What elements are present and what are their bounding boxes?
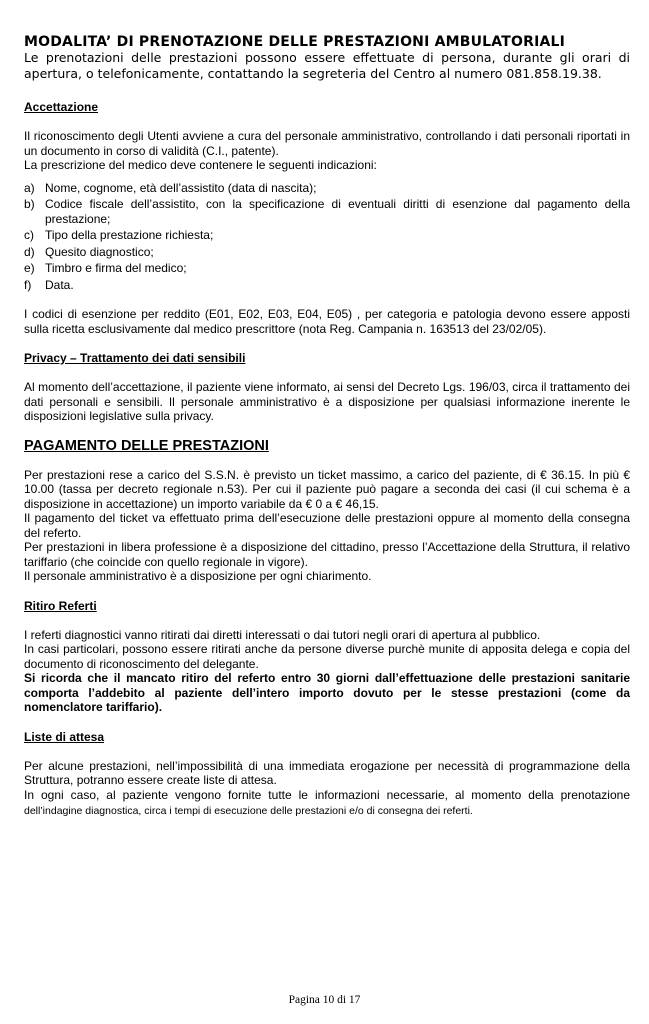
section-heading-accettazione: Accettazione: [24, 100, 99, 114]
pagamento-paragraph-2: Il pagamento del ticket va effettuato prima dell’esecuzione delle prestazioni oppure al momento della consegna del referto.: [24, 511, 630, 540]
document-page: [24, 34, 630, 819]
pagamento-paragraph-4: Il personale amministrativo è a disposizione per ogni chiarimento.: [24, 569, 372, 583]
ritiro-warning-paragraph: Si ricorda che il mancato ritiro del referto entro 30 giorni dall’effettuazione delle prestazioni sanitarie comporta l’addebito al paziente dell’intero importo dovuto per le stesse prestazioni (come da nomenclatore tariffario).: [24, 671, 630, 714]
esenzione-paragraph: I codici di esenzione per reddito (E01, E02, E03, E04, E05) , per categoria e patologia devono essere apposti sulla ricetta esclusivamente dal medico prescrittore (nota Reg. Campania n. 163513 del 23/02/05).: [24, 307, 630, 336]
page-number: Pagina 10 di 17: [288, 994, 361, 1006]
liste-paragraph-2: In ogni caso, al paziente vengono fornite tutte le informazioni necessarie, al momento della prenotazione dell’indagine diagnostica, circa i tempi di esecuzione delle prestazioni e/o di consegna dei referti.: [24, 787, 630, 817]
accettazione-paragraph-1: Il riconoscimento degli Utenti avviene a cura del personale amministrativo, controllando i dati personali riportati in un documento in corso di validità (C.I., patente).: [24, 129, 630, 158]
pagamento-paragraph-3: Per prestazioni in libera professione è a disposizione del cittadino, presso l’Accettazione della Struttura, il relativo tariffario (che coincide con quello regionale in vigore).: [24, 540, 630, 569]
list-item: c) Tipo della prestazione richiesta;: [24, 228, 214, 242]
list-item: e) Timbro e firma del medico;: [24, 261, 187, 275]
page-title: MODALITA’ DI PRENOTAZIONE DELLE PRESTAZIONI AMBULATORIALI: [24, 34, 566, 50]
liste-paragraph-1: Per alcune prestazioni, nell’impossibilità di una immediata erogazione per necessità di programmazione della Struttura, potranno essere create liste di attesa.: [24, 758, 630, 787]
list-item: f) Data.: [24, 277, 74, 292]
prescription-requirements-list: [24, 181, 630, 293]
privacy-paragraph: Al momento dell’accettazione, il paziente viene informato, ai sensi del Decreto Lgs. 196/03, circa il trattamento dei dati personali e sensibili. Il personale amministrativo è a disposizione per qualsiasi informazione inerente le disposizioni legislative sulla privacy.: [24, 380, 630, 423]
list-item: d) Quesito diagnostico;: [24, 244, 154, 259]
section-heading-pagamento: PAGAMENTO DELLE PRESTAZIONI: [24, 437, 269, 454]
section-heading-liste: Liste di attesa: [24, 729, 105, 744]
intro-paragraph: Le prenotazioni delle prestazioni possono essere effettuate di persona, durante gli orari di apertura, o telefonicamente, contattando la segreteria del Centro al numero 081.858.19.38.: [24, 50, 630, 81]
accettazione-paragraph-2: La prescrizione del medico deve contenere le seguenti indicazioni:: [24, 158, 377, 172]
list-item: a) Nome, cognome, età dell’assistito (data di nascita);: [24, 180, 317, 195]
pagamento-paragraph-1: Per prestazioni rese a carico del S.S.N. è previsto un ticket massimo, a carico del paziente, di € 36.15. In più € 10.00 (tassa per decreto regionale n.53). Per cui il paziente può pagare a seconda dei casi (il cui schema è a disposizione in accettazione) un importo variabile da € 0 a € 46,15.: [24, 467, 630, 511]
section-heading-ritiro: Ritiro Referti: [24, 598, 97, 613]
ritiro-paragraph-2: In casi particolari, possono essere ritirati anche da persone diverse purchè munite di apposita delega e copia del documento di riconoscimento del delegante.: [24, 642, 630, 671]
list-item: b) Codice fiscale dell’assistito, con la specificazione di eventuali diritti di esenzione dal pagamento della prestazione;: [24, 197, 630, 226]
section-heading-privacy: Privacy – Trattamento dei dati sensibili: [24, 351, 246, 365]
ritiro-paragraph-1: I referti diagnostici vanno ritirati dai diretti interessati o dai tutori negli orari di apertura al pubblico.: [24, 627, 541, 642]
